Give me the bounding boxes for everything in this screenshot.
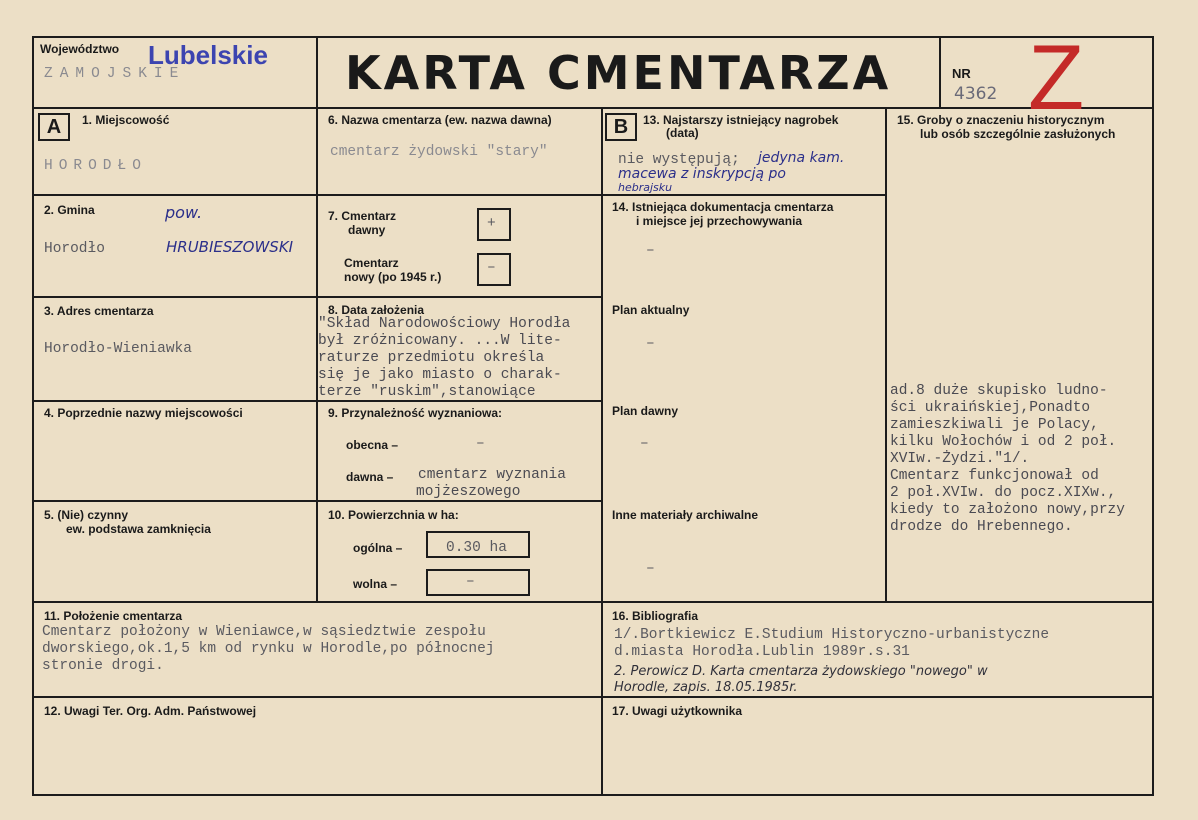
- field-5-label-2: ew. podstawa zamknięcia: [66, 522, 211, 536]
- section-b-marker: B: [605, 113, 637, 141]
- field-14-label-2: i miejsce jej przechowywania: [636, 214, 803, 228]
- row-left-1: [32, 194, 602, 196]
- field-9-dawna-value-1: cmentarz wyznania: [418, 467, 566, 483]
- field-13-label-1: 13. Najstarszy istniejący nagrobek: [643, 113, 839, 127]
- frame-left: [32, 36, 34, 796]
- field-15-line: kiedy to założono nowy,przy: [890, 502, 1125, 518]
- field-10-wolna-box: [426, 569, 530, 596]
- field-7-nowy-1: Cmentarz: [344, 256, 399, 270]
- field-6-label: 6. Nazwa cmentarza (ew. nazwa dawna): [328, 113, 552, 127]
- field-16-label: 16. Bibliografia: [612, 609, 699, 623]
- row-full-5: [32, 601, 1154, 603]
- field-10-wolna: wolna –: [353, 577, 398, 591]
- field-16-typed-line: 1/.Bortkiewicz E.Studium Historyczno-urbanistyczne: [614, 627, 1050, 643]
- field-14-label-1: 14. Istniejąca dokumentacja cmentarza: [612, 200, 834, 214]
- field-8-line: się je jako miasto o charak-: [318, 367, 562, 383]
- field-12-label: 12. Uwagi Ter. Org. Adm. Państwowej: [44, 704, 257, 718]
- card-title: KARTA CMENTARZA: [345, 46, 892, 100]
- plan-dawny-label: Plan dawny: [612, 404, 679, 418]
- field-15-label-2: lub osób szczególnie zasłużonych: [920, 127, 1116, 141]
- field-15-line: Cmentarz funkcjonował od: [890, 468, 1099, 484]
- field-11-text: [42, 624, 494, 675]
- field-9-dawna-value-2: mojżeszowego: [416, 484, 521, 500]
- field-8-line: "Skład Narodowościowy Horodła: [318, 316, 571, 332]
- field-7-dawny: dawny: [348, 223, 386, 237]
- field-11-line: dworskiego,ok.1,5 km od rynku w Horodle,po północnej: [42, 641, 495, 657]
- nr-value: 4362: [954, 84, 998, 104]
- field-15-line: 2 poł.XVIw. do pocz.XIXw.,: [890, 485, 1117, 501]
- row-full-6: [32, 696, 1154, 698]
- frame-bottom: [32, 794, 1154, 796]
- field-4-label: 4. Poprzednie nazwy miejscowości: [44, 406, 243, 420]
- wojewodztwo-typed: ZAMOJSKIE: [44, 66, 186, 82]
- field-11-line: Cmentarz położony w Wieniawce,w sąsiedztwie zespołu: [42, 624, 486, 640]
- field-9-label: 9. Przynależność wyznaniowa:: [328, 406, 503, 420]
- field-15-line: ad.8 duże skupisko ludno-: [890, 383, 1108, 399]
- field-13-hand-3: hebrajsku: [618, 181, 673, 194]
- field-15-label-1: 15. Groby o znaczeniu historycznym: [897, 113, 1105, 127]
- frame-top: [32, 36, 1154, 38]
- field-8-text: [318, 316, 570, 401]
- field-13-typed: nie występują;: [618, 152, 740, 168]
- field-17-label: 17. Uwagi użytkownika: [612, 704, 743, 718]
- field-7-dawny-mark: +: [487, 216, 496, 232]
- field-13-label-2: (data): [666, 126, 699, 140]
- frame-right: [1152, 36, 1154, 796]
- field-14-value: –: [646, 243, 655, 259]
- plan-aktualny-label: Plan aktualny: [612, 303, 690, 317]
- field-8-line: terze "ruskim",stanowiące: [318, 384, 536, 400]
- field-15-line: ści ukraińskiej,Ponadto: [890, 400, 1091, 416]
- field-1-value: HORODŁO: [44, 158, 147, 174]
- row-left-2: [32, 296, 602, 298]
- header-divider: [32, 107, 1154, 109]
- field-15-line: zamieszkiwali je Polacy,: [890, 417, 1099, 433]
- field-16-hand-1: 2. Perowicz D. Karta cmentarza żydowskiego "nowego" w: [614, 664, 988, 679]
- field-16-text: [614, 627, 1049, 661]
- nr-label: NR: [952, 66, 971, 81]
- field-2-label: 2. Gmina: [44, 203, 95, 217]
- field-3-value: Horodło-Wieniawka: [44, 341, 192, 357]
- wojewodztwo-stamp: Lubelskie: [148, 40, 268, 70]
- field-10-ogolna-value: 0.30 ha: [446, 540, 507, 556]
- field-1-label: 1. Miejscowość: [82, 113, 170, 127]
- field-11-label: 11. Położenie cmentarza: [44, 609, 183, 623]
- field-7-label: 7. Cmentarz: [328, 209, 397, 223]
- field-16-typed-line: d.miasta Horodła.Lublin 1989r.s.31: [614, 644, 910, 660]
- field-13-hand-2: macewa z inskrypcją po: [618, 166, 786, 182]
- field-9-obecna: obecna –: [346, 438, 399, 452]
- field-2-pow: pow.: [165, 203, 203, 222]
- field-10-label: 10. Powierzchnia w ha:: [328, 508, 459, 522]
- section-a-marker: A: [38, 113, 70, 141]
- field-8-label: 8. Data założenia: [328, 303, 425, 317]
- wojewodztwo-label: Województwo: [40, 42, 120, 56]
- plan-aktualny-value: –: [646, 336, 655, 352]
- field-6-value: cmentarz żydowski "stary": [330, 144, 548, 160]
- row-b-1: [601, 194, 886, 196]
- field-10-ogolna: ogólna –: [353, 541, 403, 555]
- field-15-text: [890, 383, 1125, 536]
- inne-materialy-value: –: [646, 561, 655, 577]
- field-10-wolna-value: –: [466, 574, 475, 590]
- field-15-line: XVIw.-Żydzi."1/.: [890, 451, 1030, 467]
- field-9-obecna-value: –: [476, 436, 485, 452]
- field-7-nowy-mark: –: [487, 260, 496, 276]
- field-15-line: kilku Wołochów i od 2 poł.: [890, 434, 1117, 450]
- field-13-hand-1: jedyna kam.: [758, 150, 845, 166]
- field-8-line: był zróżnicowany. ...W lite-: [318, 333, 562, 349]
- field-11-line: stronie drogi.: [42, 658, 164, 674]
- field-5-label-1: 5. (Nie) czynny: [44, 508, 129, 522]
- field-8-line: raturze przedmiotu określa: [318, 350, 545, 366]
- field-16-hand-2: Horodle, zapis. 18.05.1985r.: [614, 680, 798, 695]
- col-a-b: [601, 107, 603, 795]
- field-15-line: drodze do Hrebennego.: [890, 519, 1073, 535]
- field-2-value: Horodło: [44, 241, 105, 257]
- field-2-county: HRUBIESZOWSKI: [166, 238, 294, 256]
- field-3-label: 3. Adres cmentarza: [44, 304, 154, 318]
- field-7-nowy-2: nowy (po 1945 r.): [344, 270, 442, 284]
- field-9-dawna: dawna –: [346, 470, 394, 484]
- plan-dawny-value: –: [640, 436, 649, 452]
- col-b-15: [885, 107, 887, 602]
- inne-materialy-label: Inne materiały archiwalne: [612, 508, 759, 522]
- letter-mark: Z: [1028, 27, 1085, 129]
- header-col-2: [939, 36, 941, 108]
